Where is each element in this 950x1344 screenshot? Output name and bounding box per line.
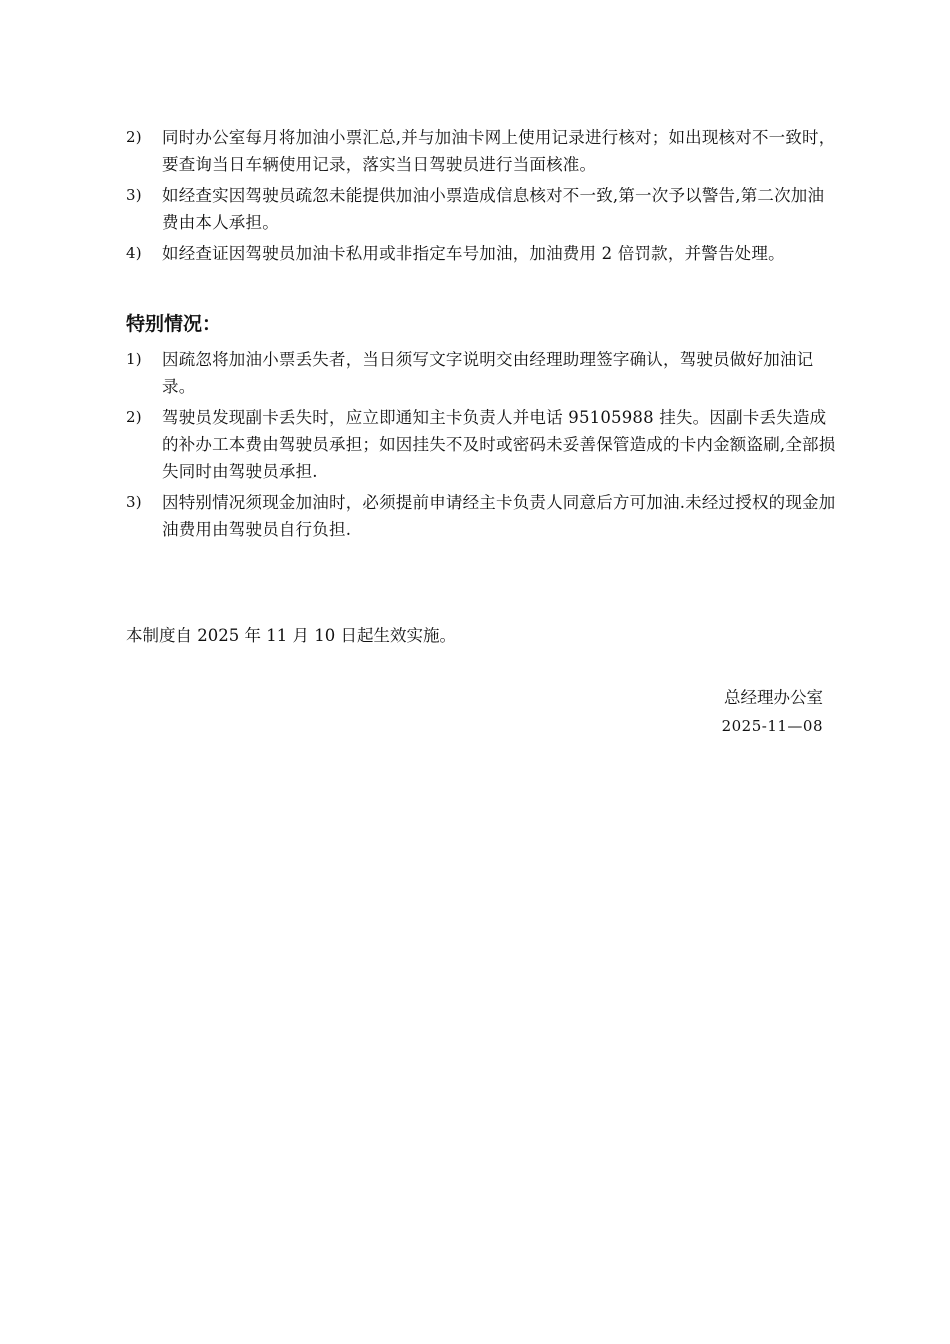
- signature-date: 2025-11—08: [721, 717, 823, 735]
- item-number: 2): [126, 128, 142, 146]
- item-number: 3): [126, 493, 142, 511]
- item-text: 因疏忽将加油小票丢失者，当日须写文字说明交由经理助理签字确认，驾驶员做好加油记录。: [162, 350, 814, 396]
- item-text: 因特别情况须现金加油时，必须提前申请经主卡负责人同意后方可加油.未经过授权的现金加油费用由驾驶员自行负担.: [162, 493, 836, 539]
- rules-list: [126, 124, 836, 271]
- section-title: 特别情况：: [126, 313, 222, 335]
- item-number: 2): [126, 408, 142, 426]
- item-text: 如经查证因驾驶员加油卡私用或非指定车号加油，加油费用 2 倍罚款，并警告处理。: [162, 244, 785, 263]
- list-item: [126, 182, 836, 236]
- list-item: [126, 489, 836, 543]
- list-item: [126, 240, 836, 267]
- special-cases-list: [126, 346, 836, 547]
- list-item: [126, 404, 836, 485]
- list-item: [126, 346, 836, 400]
- signature-department: 总经理办公室: [724, 688, 823, 707]
- item-number: 4): [126, 244, 142, 262]
- item-text: 同时办公室每月将加油小票汇总,并与加油卡网上使用记录进行核对；如出现核对不一致时，要查询当日车辆使用记录，落实当日驾驶员进行当面核准。: [162, 128, 836, 174]
- item-number: 3): [126, 186, 142, 204]
- list-item: [126, 124, 836, 178]
- signature-block: [722, 683, 823, 741]
- effective-date-statement: 本制度自 2025 年 11 月 10 日起生效实施。: [126, 626, 456, 645]
- item-number: 1): [126, 350, 142, 368]
- item-text: 驾驶员发现副卡丢失时，应立即通知主卡负责人并电话 95105988 挂失。因副卡丢失造成的补办工本费由驾驶员承担；如因挂失不及时或密码未妥善保管造成的卡内金额盗刷,全部损失同时由驾驶员承担.: [162, 408, 836, 481]
- item-text: 如经查实因驾驶员疏忽未能提供加油小票造成信息核对不一致,第一次予以警告,第二次加油费由本人承担。: [162, 186, 825, 232]
